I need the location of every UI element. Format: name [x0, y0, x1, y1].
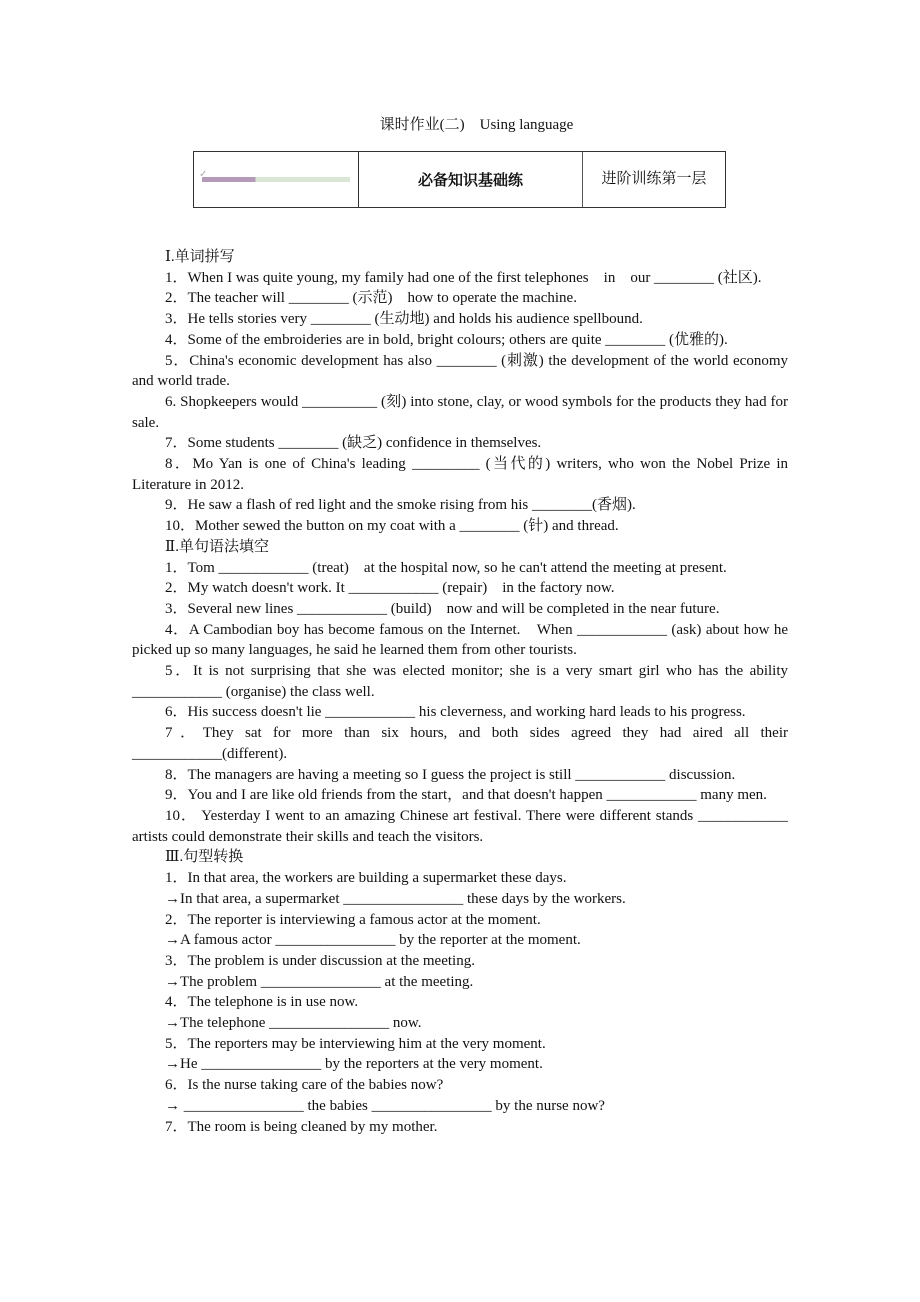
exercise-item: 7．They sat for more than six hours, and both sides agreed they had aired all their ____________(different). — [132, 725, 788, 762]
header-basic-practice: 必备知识基础练 — [359, 152, 583, 207]
exercise-item: 5．It is not surprising that she was elected monitor; she is a very smart girl who has the ability ____________ (organise) the class well. — [132, 663, 788, 700]
exercise-item: 1．Tom ____________ (treat) at the hospital now, so he can't attend the meeting at present. — [165, 559, 727, 576]
rewrite-line: →He ________________ by the reporters at the very moment. — [165, 1056, 543, 1073]
exercise-item: 6. Shopkeepers would __________ (刻) into stone, clay, or wood symbols for the products they had for sale. — [132, 393, 788, 431]
exercise-item: 4．Some of the embroideries are in bold, bright colours; others are quite ________ (优雅的). — [165, 331, 728, 348]
exercise-item: 8．The managers are having a meeting so I guess the project is still ____________ discussion. — [165, 766, 736, 783]
header-table — [193, 151, 726, 208]
exercise-item: 4．The telephone is in use now. — [165, 994, 359, 1011]
section-heading: Ⅲ.句型转换 — [165, 849, 244, 866]
exercise-item: 3．Several new lines ____________ (build) now and will be completed in the near future. — [165, 600, 720, 617]
decorative-bar-icon — [202, 177, 350, 182]
exercise-item: 3．The problem is under discussion at the meeting. — [165, 952, 475, 969]
exercise-item: 1．In that area, the workers are building a supermarket these days. — [165, 870, 567, 887]
exercise-item: 6．His success doesn't lie ____________ his cleverness, and working hard leads to his progress. — [165, 704, 746, 721]
exercise-item: 9．You and I are like old friends from the start，and that doesn't happen ____________ many men. — [165, 787, 767, 804]
exercise-item: 7．Some students ________ (缺乏) confidence in themselves. — [165, 435, 542, 452]
rewrite-line: →The telephone ________________ now. — [165, 1015, 422, 1032]
exercise-item: 10．Mother sewed the button on my coat with a ________ (针) and thread. — [165, 518, 619, 535]
exercise-item: 5．The reporters may be interviewing him at the very moment. — [165, 1035, 546, 1052]
exercise-item: 2．My watch doesn't work. It ____________ (repair) in the factory now. — [165, 580, 615, 597]
header-advanced-level: 进阶训练第一层 — [601, 169, 707, 187]
exercise-item: 9．He saw a flash of red light and the smoke rising from his ________(香烟). — [165, 497, 636, 514]
exercise-item: 7．The room is being cleaned by my mother. — [165, 1118, 438, 1135]
section-heading: Ⅱ.单句语法填空 — [165, 538, 269, 555]
rewrite-line: → ________________ the babies ________________ by the nurse now? — [165, 1097, 605, 1114]
page-title: 课时作业(二) Using language — [379, 117, 574, 133]
exercise-item: 10． Yesterday I went to an amazing Chinese art festival. There were different stands ____________ artists could demonstrate their skills and teach the visitors. — [132, 807, 788, 845]
section-heading: Ⅰ.单词拼写 — [165, 249, 235, 265]
exercise-item: 6．Is the nurse taking care of the babies now? — [165, 1077, 444, 1094]
rewrite-line: →The problem ________________ at the meeting. — [165, 973, 474, 990]
exercise-body — [132, 247, 788, 1137]
exercise-item: 3．He tells stories very ________ (生动地) and holds his audience spellbound. — [165, 311, 643, 328]
exercise-item: 5．China's economic development has also ________ (刺激) the development of the world economy and world trade. — [132, 352, 788, 390]
rewrite-line: →In that area, a supermarket ________________ these days by the workers. — [165, 890, 626, 907]
exercise-item: 8．Mo Yan is one of China's leading _________ (当代的) writers, who won the Nobel Prize in Literature in 2012. — [132, 456, 788, 493]
exercise-item: 2．The reporter is interviewing a famous actor at the moment. — [165, 911, 541, 928]
exercise-item: 2．The teacher will ________ (示范) how to operate the machine. — [165, 290, 577, 307]
rewrite-line: →A famous actor ________________ by the reporter at the moment. — [165, 932, 581, 949]
exercise-item: 4．A Cambodian boy has become famous on the Internet. When ____________ (ask) about how he picked up so many languages, he said he learned them from other tourists. — [132, 621, 788, 659]
exercise-item: 1．When I was quite young, my family had one of the first telephones in our ________ (社区). — [165, 269, 762, 286]
header-decoration-cell — [194, 152, 359, 207]
